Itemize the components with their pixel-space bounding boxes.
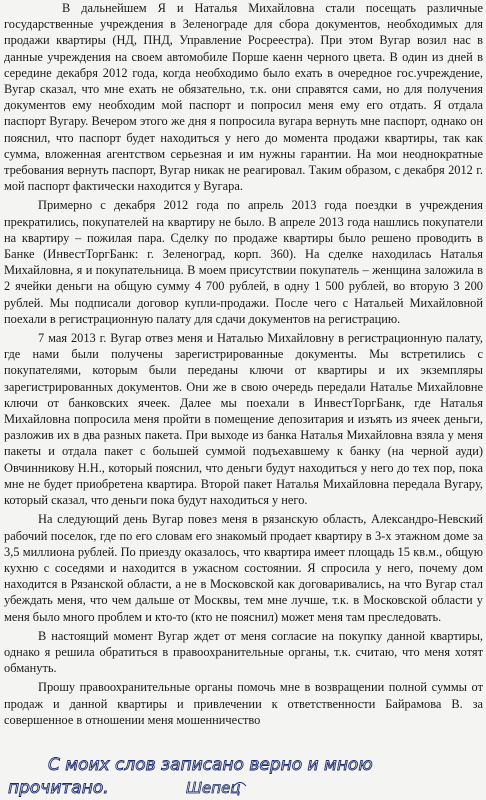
handwritten-line-2: прочитано. bbox=[8, 778, 109, 798]
paragraph-3: 7 мая 2013 г. Вугар отвез меня и Наталью Михайловну в регистрационную палату, где нами были получены зарегистрированные документы. Мы встретились с покупателями, которым были переданы ключи от квартиры и их экземпляры зарегистрированных документов. Они же в свою очередь передали Наталье Михайловне ключи от банковских ячеек. Далее мы поехали в ИнвестТоргБанк, где Наталья Михайловна попросила меня пройти в помещение депозитария и изъять из ячеек деньги, разложив их в два разных пакета. При выходе из банка Наталья Михайловна взяла у меня пакеты и отдала пакет с большей суммой подъехавшему к банку (на черной ауди) Овчинникову Н.Н., который пояснил, что деньги будут находиться у него до тех пор, пока мне не будет приобретена квартира. Второй пакет Наталья Михайловна передала Вугару, который сказал, что деньги пока будут находиться у него. bbox=[4, 331, 483, 508]
paragraph-1: В дальнейшем Я и Наталья Михайловна стали посещать различные государственные учреждения в Зеленограде для сбора документов, необходимых для продажи квартиры (НД, ПНД, Управление Росреестра). При этом Вугар возил нас в данные учреждения на своем автомобиле Порше каенн черного цвета. В один из дней в середине декабря 2012 года, когда необходимо было ехать в очередное гос.учреждение, Вугар сказал, что мне ехать не обязательно, т.к. они справятся сами, но для получения документов ему необходим мой паспорт и попросил меня ему его отдать. Я отдала паспорт Вугару. Вечером этого же дня я попросила вугара вернуть мне паспорт, однако он пояснил, что паспорт будет находиться у него до момента продажи квартиры, так как сумма, вложенная агентством серьезная и им нужны гарантии. На мои неоднократные требования вернуть паспорт, Вугар никак не реагировал. Таким образом, с декабря 2012 г. мой паспорт фактически находится у Вугара. bbox=[4, 1, 483, 194]
handwritten-attestation bbox=[0, 752, 486, 800]
paragraph-4: На следующий день Вугар повез меня в рязанскую область, Александро-Невский рабочий поселок, где по его словам его знакомый продает квартиру в 3-х этажном доме за 3,5 миллиона рублей. По приезду оказалось, что квартира имеет площадь 15 кв.м., общую кухню с соседями и находится в ужасном состоянии. Я спросила у него, почему дом находится в Рязанской области, а не в Московской как договаривались, на что Вугар стал убеждать меня, что чем дальше от Москвы, тем мне лучше, т.к. в Московской области у меня было много проблем и кто-то (кто не пояснил) может меня там преследовать. bbox=[4, 512, 483, 624]
handwritten-note bbox=[0, 752, 486, 800]
document-body bbox=[4, 0, 483, 728]
paragraph-5: В настоящий момент Вугар ждет от меня согласие на покупку данной квартиры, однако я решила обратиться в правоохранительные органы, т.к. считаю, что меня хотят обмануть. bbox=[4, 628, 483, 676]
handwritten-line-1: С моих слов записано верно и мною bbox=[48, 755, 373, 775]
paragraph-6: Прошу правоохранительные органы помочь мне в возвращении полной суммы от продаж и данной квартиры и привлечении к ответственности Байрамова В. за совершенное в отношении меня мошенничество bbox=[4, 680, 483, 727]
paragraph-2: Примерно с декабря 2012 года по апрель 2013 года поездки в учреждения прекратились, покупателей на квартиру не было. В апреле 2013 года нашлись покупатели на квартиру – пожилая пара. Сделку по продаже квартиры было решено проводить в Банке (ИнвестТоргБанк: г. Зеленоград, корп. 360). На сделке находилась Наталья Михайловна, я и покупательница. В моем присутствии покупатель – женщина заложила в 2 ячейки деньги на общую сумму 4 700 рублей, в одну 1 500 рублей, во вторую 3 200 рублей. Мы подписали договор купли-продажи. После чего с Натальей Михайловной поехали в регистрационную палату для сдачи документов на регистрацию. bbox=[4, 198, 483, 326]
signature: Шепец bbox=[186, 779, 241, 797]
